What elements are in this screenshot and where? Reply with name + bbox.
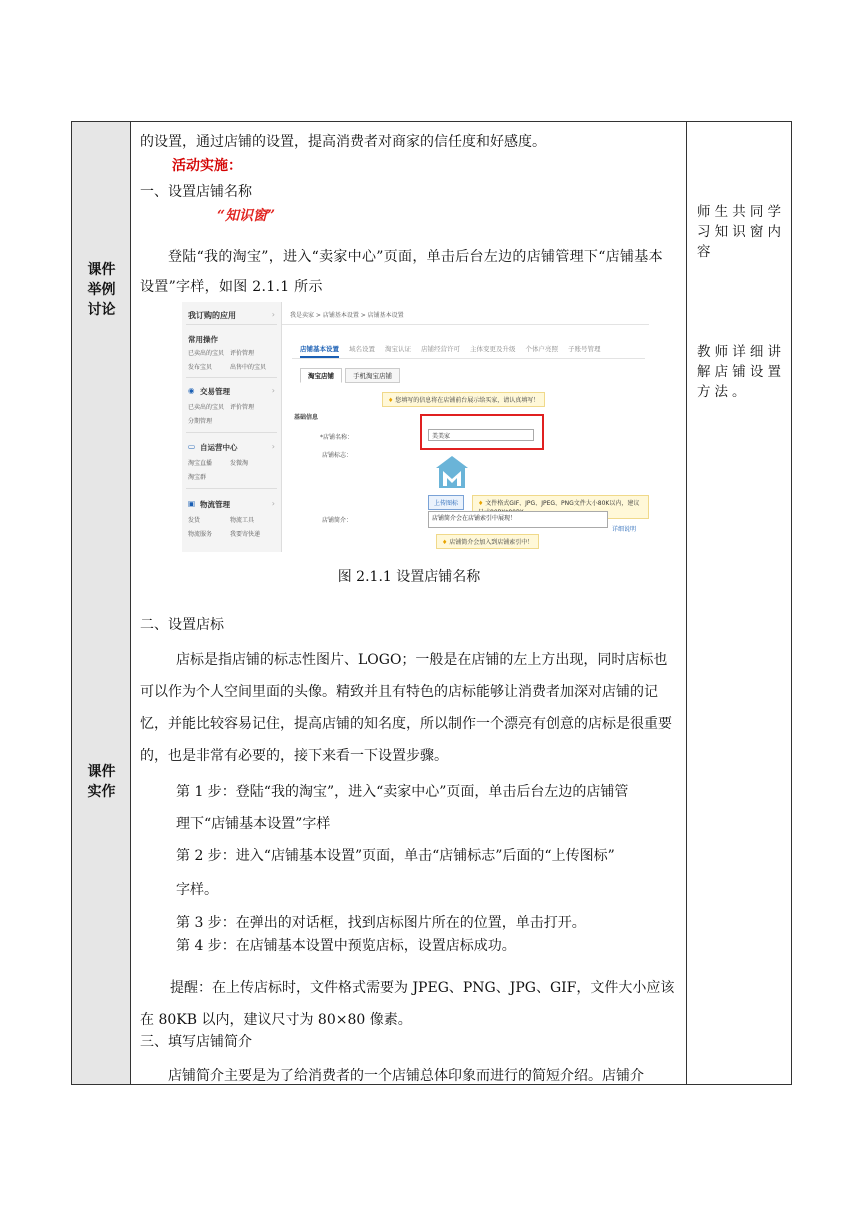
step1-line1: 第 1 步：登陆“我的淘宝”，进入“卖家中心”页面，单击后台左边的店铺管 [176, 784, 629, 800]
store-intro-textarea[interactable]: 店铺简介会在店铺索引中展现！ [428, 511, 608, 528]
notice-text: 您填写的信息将在店铺前台展示给买家，请认真填写！ [395, 397, 540, 404]
sidebar-section-trade: 交易管理 [200, 387, 230, 396]
tab-certification[interactable]: 淘宝认证 [385, 345, 411, 353]
step2-line1: 第 2 步：进入“店铺基本设置”页面，单击“店铺标志”后面的“上传图标” [176, 848, 615, 864]
bulb-icon: ♦ [478, 500, 486, 507]
bulb-icon: ♦ [388, 397, 396, 404]
store-name-input[interactable]: 美美家 [428, 429, 534, 441]
sidebar-section-logistics: 物流管理 [200, 500, 230, 509]
upload-hint-text: 文件格式GIF、JPG、JPEG、PNG文件大小80K以内，建议 [485, 500, 640, 507]
trade-icon: ◉ [188, 386, 195, 395]
sidebar-item[interactable]: 淘宝群 [188, 474, 207, 481]
sidebar-item[interactable]: 出售中的宝贝 [230, 364, 267, 371]
heading-store-logo: 二、设置店标 [140, 617, 224, 633]
figure-caption: 图 2.1.1 设置店铺名称 [337, 569, 481, 585]
store-subtabs [300, 368, 403, 383]
tab-domain[interactable]: 域名设置 [349, 345, 375, 353]
store-intro-label: 店铺简介： [322, 517, 353, 524]
tab-subaccount[interactable]: 子账号管理 [568, 345, 601, 353]
figure-screenshot [182, 302, 649, 552]
sidebar-section-media: 自运营中心 [200, 443, 238, 452]
sidebar-item[interactable]: 评价管理 [230, 404, 255, 411]
activity-heading: 活动实施： [172, 158, 242, 174]
basic-info-label: 基础信息 [294, 414, 319, 421]
right-column [686, 122, 791, 1084]
label-course-example: 课件 举例 讨论 [87, 262, 116, 318]
sidebar-item[interactable]: 发微淘 [230, 460, 249, 467]
note-knowledge: 师生共同学习知识窗内容 [697, 204, 785, 260]
logo-paragraph: 店标是指店铺的标志性图片、LOGO；一般是在店铺的左上方出现，同时店标也可以作为个人空间里面的头像。精致并且有特色的店标能够让消费者加深对店铺的记忆，并能比较容易记住，提高店铺的知名度，所以制作一个漂亮有创意的店标是很重要的，也是非常有必要的，接下来看一下设置步骤。 [140, 652, 672, 764]
step1-line2: 理下“店铺基本设置”字样 [176, 816, 331, 832]
knowledge-window-title: “知识窗” [217, 208, 276, 224]
store-name-label: *店铺名称： [320, 434, 354, 441]
store-logo-label: 店铺标志： [322, 452, 353, 459]
heading-store-intro: 三、填写店铺简介 [140, 1034, 252, 1050]
chevron-right-icon: › [271, 442, 275, 451]
bulb-icon: ♦ [442, 539, 450, 546]
step2-line2: 字样。 [176, 882, 218, 898]
chevron-right-icon: › [271, 499, 275, 508]
step3: 第 3 步：在弹出的对话框，找到店标图片所在的位置，单击打开。 [176, 915, 586, 931]
info-notice [382, 392, 545, 407]
sidebar-item[interactable]: 分期管理 [188, 418, 213, 425]
main-content [132, 122, 686, 1084]
intro-notice [436, 534, 539, 549]
sidebar-item[interactable]: 物流服务 [188, 531, 213, 538]
chat-icon: ▭ [188, 442, 196, 451]
heading-store-name: 一、设置店铺名称 [140, 184, 252, 200]
sidebar-title: 我订购的应用 [188, 311, 236, 320]
left-column [72, 122, 131, 1084]
upload-logo-button[interactable]: 上传图标 [428, 495, 464, 510]
subtab-taobao-store[interactable]: 淘宝店铺 [300, 368, 342, 383]
settings-tabs [300, 344, 611, 353]
tab-license[interactable]: 店铺经营许可 [421, 345, 460, 353]
store-logo-icon [434, 454, 470, 490]
sidebar-item[interactable]: 评价管理 [230, 350, 255, 357]
sidebar-item[interactable]: 已卖出的宝贝 [188, 404, 225, 411]
step-paragraph: 登陆“我的淘宝”，进入“卖家中心”页面，单击后台左边的店铺管理下“店铺基本设置”字样，如图 2.1.1 所示 [140, 249, 663, 295]
highlight-box [420, 414, 544, 450]
box-icon: ▣ [188, 499, 196, 508]
intro-paragraph: 的设置，通过店铺的设置，提高消费者对商家的信任度和好感度。 [140, 134, 546, 150]
sidebar-section-common: 常用操作 [188, 335, 218, 344]
breadcrumb: 我是卖家 > 店铺基本设置 > 店铺基本设置 [290, 312, 404, 319]
subtab-mobile-store[interactable]: 手机淘宝店铺 [345, 368, 400, 383]
sidebar-item[interactable]: 发货 [188, 517, 201, 524]
sidebar-item[interactable]: 淘宝直播 [188, 460, 213, 467]
tip-paragraph: 提醒：在上传店标时，文件格式需要为 JPEG、PNG、JPG、GIF，文件大小应该在 80KB 以内，建议尺寸为 80×80 像素。 [140, 980, 675, 1028]
tab-individual[interactable]: 个体户亮照 [525, 345, 558, 353]
sidebar-item[interactable]: 发布宝贝 [188, 364, 213, 371]
intro-notice-text: 店铺简介会加入到店铺索引中！ [449, 539, 534, 546]
detail-link[interactable]: 详细说明 [612, 526, 637, 533]
sidebar-item[interactable]: 我要寄快递 [230, 531, 261, 538]
sidebar-item[interactable]: 物流工具 [230, 517, 255, 524]
sidebar-item[interactable]: 已卖出的宝贝 [188, 350, 225, 357]
tab-store-basic[interactable]: 店铺基本设置 [300, 345, 339, 358]
label-course-practice: 课件 实作 [87, 764, 116, 800]
seller-sidebar [182, 302, 282, 552]
intro-paragraph-2: 店铺简介主要是为了给消费者的一个店铺总体印象而进行的简短介绍。店铺介 [168, 1068, 644, 1084]
chevron-right-icon: › [271, 310, 275, 319]
lesson-table [71, 121, 792, 1085]
tab-upgrade[interactable]: 主体变更及升级 [470, 345, 516, 353]
step4: 第 4 步：在店铺基本设置中预览店标，设置店标成功。 [176, 938, 516, 954]
chevron-right-icon: › [271, 386, 275, 395]
note-teacher: 教师详细讲解店铺设置方法。 [697, 344, 785, 400]
